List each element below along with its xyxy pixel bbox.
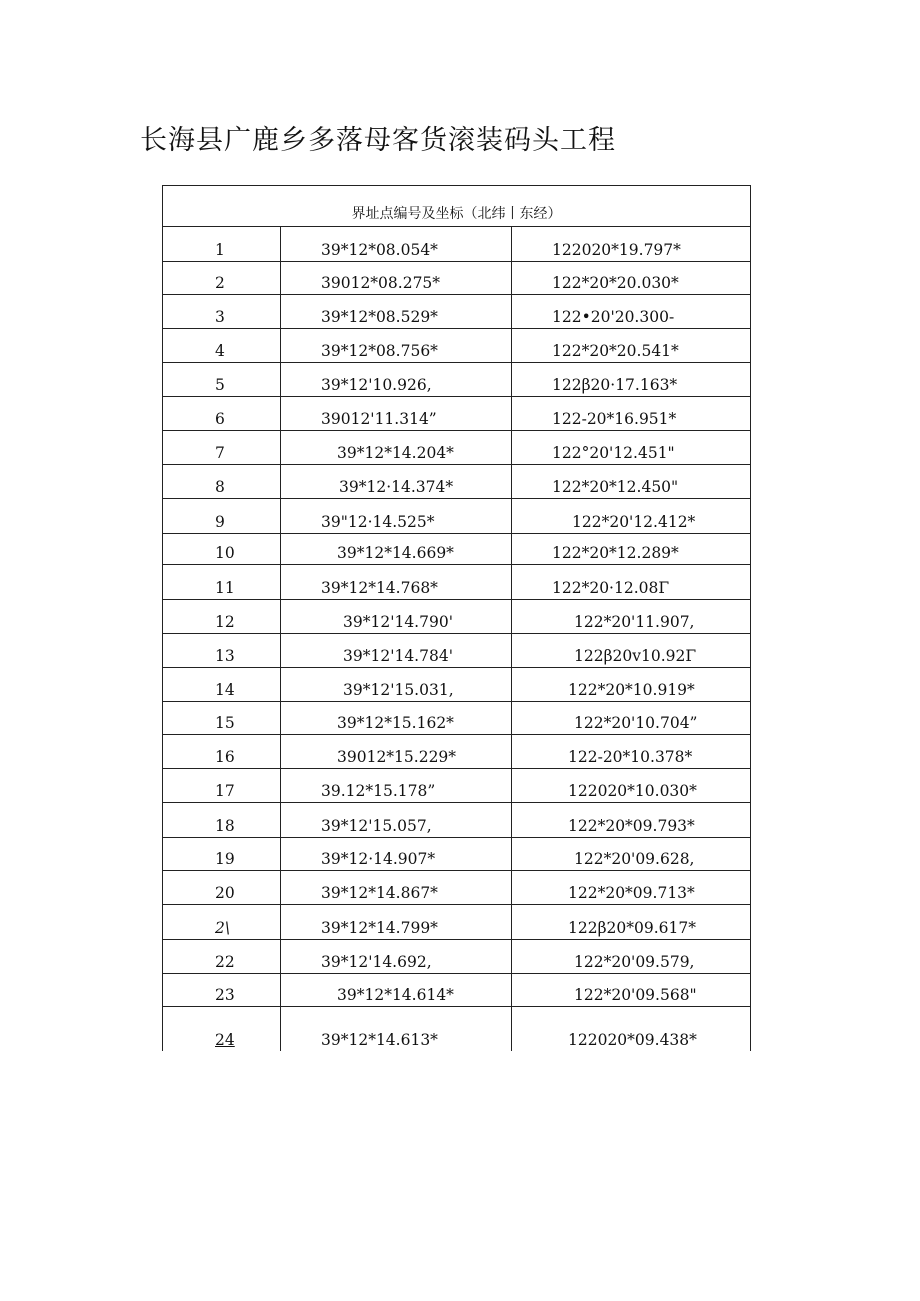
point-number: 19	[163, 838, 281, 871]
point-number: 12	[163, 600, 281, 634]
point-number: 14	[163, 668, 281, 702]
latitude-cell: 39*12'15.057,	[281, 803, 512, 838]
latitude-cell: 39*12'15.031,	[281, 668, 512, 702]
longitude-cell: 122*20·12.08Γ	[512, 565, 751, 600]
latitude-cell: 39*12'14.790'	[281, 600, 512, 634]
longitude-cell: 122*20'10.704”	[512, 702, 751, 735]
longitude-cell: 122*20'09.579,	[512, 940, 751, 974]
table-row	[163, 397, 751, 431]
longitude-cell: 122β20v10.92Γ	[512, 634, 751, 668]
longitude-cell: 122*20*09.793*	[512, 803, 751, 838]
latitude-cell: 39*12·14.907*	[281, 838, 512, 871]
table-row	[163, 974, 751, 1007]
table-row	[163, 565, 751, 600]
latitude-cell: 39012*08.275*	[281, 262, 512, 295]
point-number: 4	[163, 329, 281, 363]
table-row	[163, 940, 751, 974]
longitude-cell: 122-20*10.378*	[512, 735, 751, 769]
table-row	[163, 295, 751, 329]
table-row	[163, 871, 751, 905]
table-row	[163, 534, 751, 565]
latitude-cell: 39*12*14.614*	[281, 974, 512, 1007]
latitude-cell: 39*12*14.768*	[281, 565, 512, 600]
latitude-cell: 39*12*08.756*	[281, 329, 512, 363]
point-number: 3	[163, 295, 281, 329]
table-row	[163, 769, 751, 803]
latitude-cell: 39*12'14.784'	[281, 634, 512, 668]
point-number: 20	[163, 871, 281, 905]
longitude-cell: 122*20'11.907,	[512, 600, 751, 634]
table-row	[163, 262, 751, 295]
latitude-cell: 39*12'10.926,	[281, 363, 512, 397]
point-number: 11	[163, 565, 281, 600]
table-row	[163, 1007, 751, 1051]
longitude-cell: 122β20*09.617*	[512, 905, 751, 940]
latitude-cell: 39.12*15.178”	[281, 769, 512, 803]
table-row	[163, 735, 751, 769]
coordinate-table	[162, 185, 751, 1051]
latitude-cell: 39*12'14.692,	[281, 940, 512, 974]
longitude-cell: 122*20'09.628,	[512, 838, 751, 871]
table-row	[163, 465, 751, 499]
latitude-cell: 39*12*08.529*	[281, 295, 512, 329]
table-row	[163, 431, 751, 465]
point-number: 2	[163, 262, 281, 295]
point-number: 2\	[163, 905, 281, 940]
point-number: 7	[163, 431, 281, 465]
point-number: 15	[163, 702, 281, 735]
point-number: 23	[163, 974, 281, 1007]
longitude-cell: 122*20*10.919*	[512, 668, 751, 702]
point-number: 6	[163, 397, 281, 431]
point-number: 8	[163, 465, 281, 499]
table-row	[163, 329, 751, 363]
longitude-cell: 122-20*16.951*	[512, 397, 751, 431]
latitude-cell: 39012*15.229*	[281, 735, 512, 769]
longitude-cell: 122020*09.438*	[512, 1007, 751, 1051]
point-number: 13	[163, 634, 281, 668]
longitude-cell: 122020*10.030*	[512, 769, 751, 803]
table-row	[163, 838, 751, 871]
longitude-cell: 122*20'09.568"	[512, 974, 751, 1007]
longitude-cell: 122*20*12.450"	[512, 465, 751, 499]
longitude-cell: 122*20*12.289*	[512, 534, 751, 565]
longitude-cell: 122*20*20.030*	[512, 262, 751, 295]
table-row	[163, 634, 751, 668]
point-number: 9	[163, 499, 281, 534]
latitude-cell: 39012'11.314”	[281, 397, 512, 431]
point-number: 24	[163, 1007, 281, 1051]
table-row	[163, 702, 751, 735]
point-number: 1	[163, 227, 281, 262]
table-row	[163, 227, 751, 262]
table-header: 界址点编号及坐标（北纬丨东经）	[163, 186, 751, 227]
point-number: 22	[163, 940, 281, 974]
longitude-cell: 122*20'12.412*	[512, 499, 751, 534]
latitude-cell: 39*12*14.867*	[281, 871, 512, 905]
table-row	[163, 363, 751, 397]
latitude-cell: 39*12*14.669*	[281, 534, 512, 565]
latitude-cell: 39*12*08.054*	[281, 227, 512, 262]
longitude-cell: 122β20·17.163*	[512, 363, 751, 397]
page-title: 长海县广鹿乡多落母客货滚装码头工程	[140, 125, 616, 156]
point-number: 18	[163, 803, 281, 838]
longitude-cell: 122020*19.797*	[512, 227, 751, 262]
table-row	[163, 905, 751, 940]
latitude-cell: 39*12*15.162*	[281, 702, 512, 735]
latitude-cell: 39*12*14.799*	[281, 905, 512, 940]
longitude-cell: 122°20'12.451"	[512, 431, 751, 465]
point-number: 17	[163, 769, 281, 803]
latitude-cell: 39*12·14.374*	[281, 465, 512, 499]
point-number: 10	[163, 534, 281, 565]
table-row	[163, 499, 751, 534]
latitude-cell: 39*12*14.613*	[281, 1007, 512, 1051]
longitude-cell: 122*20*09.713*	[512, 871, 751, 905]
table-row	[163, 803, 751, 838]
latitude-cell: 39*12*14.204*	[281, 431, 512, 465]
longitude-cell: 122*20*20.541*	[512, 329, 751, 363]
longitude-cell: 122•20'20.300-	[512, 295, 751, 329]
table-row	[163, 600, 751, 634]
table-row	[163, 668, 751, 702]
latitude-cell: 39"12·14.525*	[281, 499, 512, 534]
point-number: 16	[163, 735, 281, 769]
point-number: 5	[163, 363, 281, 397]
